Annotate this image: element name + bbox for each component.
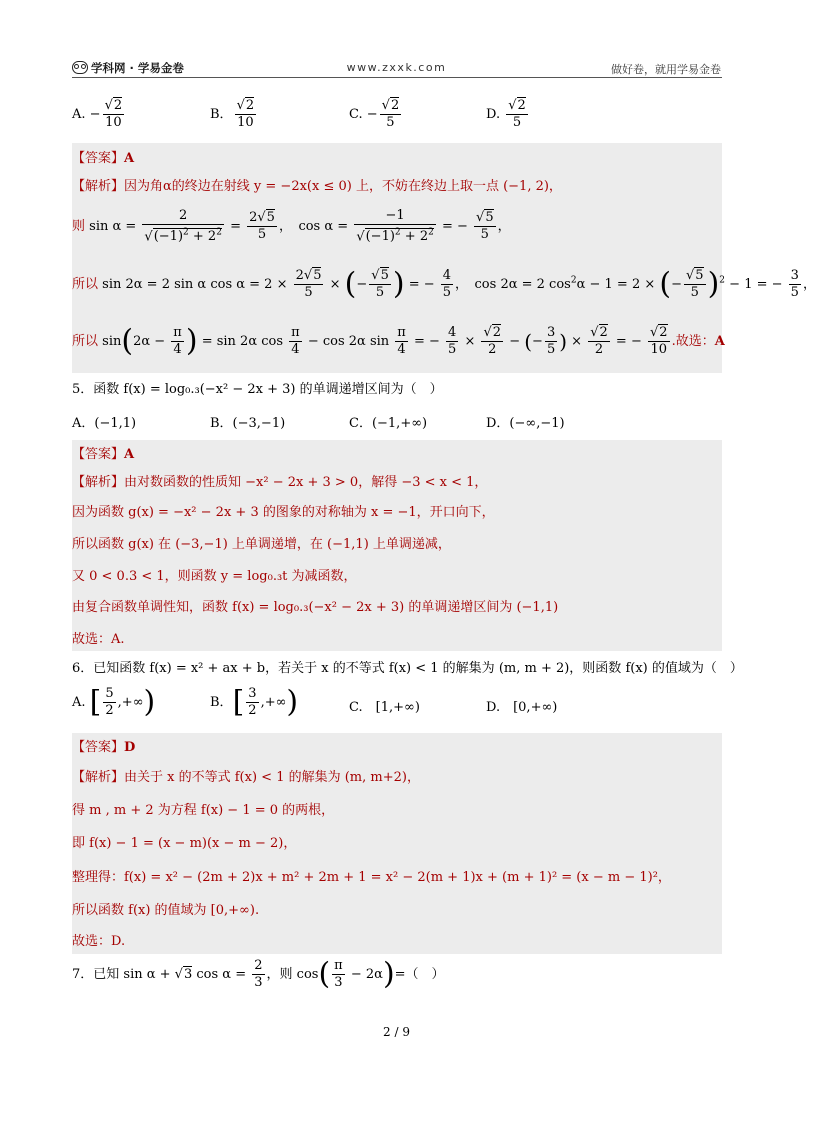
q6-analysis-line-1: 【解析】由关于 x 的不等式 f(x) < 1 的解集为 (m, m+2)， [72,770,420,785]
q4-option-d: D. $\frac{√2}{5}$ [486,98,526,130]
q5-analysis-line-3: 所以函数 g(x) 在 (−3,−1) 上单调递增，在 (−1,1) 上单调递减， [72,537,451,552]
q5-option-c: C．(−1,+∞) [349,416,428,431]
q5-answer: 【答案】A [72,447,135,462]
q6-analysis-line-2: 得 m , m + 2 为方程 f(x) − 1 = 0 的两根， [72,803,335,818]
q5-option-a: A．(−1,1) [72,416,137,431]
q4-option-a: A. − $\frac{√2}{10}$ [72,98,123,130]
q6-option-b: B．[ $\frac{3}{2}$ ,+∞) [210,684,299,720]
q6-analysis-line-3: 即 f(x) − 1 = (x − m)(x − m − 2)， [72,836,297,851]
q4-sin-cos-line: 则 sin α = $\frac{2}{√(-1)^2 + 2^2}$ = $\frac{2√5}{5}$ ， cos α = $\frac{-1}{√(-1)^2 + 2^2}$ = − $\frac{√5}{5}$ ， [72,208,511,245]
q5-choice: 故选：A. [72,632,125,647]
header-slogan: 做好卷，就用学易金卷 [611,63,721,76]
q7-stem: 7．已知 sin α + √3 cos α = $\frac{2}{3}$ ，则 cos( $\frac{\pi}{3}$ − 2α)=（ ） [72,956,445,992]
q6-option-c: C. [1,+∞) [349,700,420,715]
q5-analysis-line-2: 因为函数 g(x) = −x² − 2x + 3 的图象的对称轴为 x = −1，开口向下， [72,505,495,520]
q4-analysis-intro: 【解析】因为角α的终边在射线 y = −2x(x ≤ 0) 上，不妨在终边上取一点 (−1, 2)， [72,179,562,194]
q5-analysis-line-5: 由复合函数单调性知，函数 f(x) = log₀.₃(−x² − 2x + 3) 的单调递增区间为 (−1,1) [72,600,559,615]
q6-option-d: D. [0,+∞) [486,700,558,715]
header-site: www.zxxk.com [346,61,447,74]
q4-double-angle-line: 所以 sin 2α = 2 sin α cos α = 2 × $\frac{2√5}{5}$ × (− $\frac{√5}{5}$ ) = − $\frac{4}{5}$ ， cos 2α = 2 $\cos^2\alpha - 1 = 2$ × (− $\frac{√5}{5}$ )$^2$ − 1 = − $\frac{3}{5}$ ， [72,266,816,302]
q4-answer: 【答案】A [72,151,135,166]
q5-option-d: D．(−∞,−1) [486,416,565,431]
q6-choice: 故选：D. [72,934,126,949]
q4-final-line: 所以 sin(2α − $\frac{\pi}{4}$ ) = sin 2α cos $\frac{\pi}{4}$ − cos 2α sin $\frac{\pi}{4}$ = − $\frac{4}{5}$ × $\frac{√2}{2}$ − (− $\frac{3}{5}$ ) × $\frac{√2}{2}$ = − $\frac{√2}{10}$ .故选：A [72,323,725,359]
q6-analysis-line-5: 所以函数 f(x) 的值域为 [0,+∞). [72,903,260,918]
q4-option-c: C. − $\frac{√2}{5}$ [349,98,400,130]
q5-analysis-line-4: 又 0 < 0.3 < 1，则函数 y = log₀.₃t 为减函数， [72,569,357,584]
q5-option-b: B．(−3,−1) [210,416,286,431]
q6-answer: 【答案】D [72,740,136,755]
q5-analysis-line-1: 【解析】由对数函数的性质知 −x² − 2x + 3 > 0，解得 −3 < x < 1， [72,475,488,490]
q4-option-b: B． $\frac{√2}{10}$ [210,98,255,130]
page-number: 2 / 9 [383,1025,410,1039]
q6-option-a: A. [ $\frac{5}{2}$ ,+∞) [72,684,156,720]
q6-stem: 6．已知函数 f(x) = x² + ax + b，若关于 x 的不等式 f(x) < 1 的解集为 (m, m + 2)，则函数 f(x) 的值域为（ ） [72,661,743,676]
header-divider [72,77,722,78]
q6-analysis-line-4: 整理得：f(x) = x² − (2m + 2)x + m² + 2m + 1 = x² − 2(m + 1)x + (m + 1)² = (x − m − 1)²， [72,870,671,885]
q5-stem: 5．函数 f(x) = log₀.₃(−x² − 2x + 3) 的单调递增区间为（ ） [72,382,443,397]
logo-text: 学科网 · 学易金卷 [91,61,184,75]
